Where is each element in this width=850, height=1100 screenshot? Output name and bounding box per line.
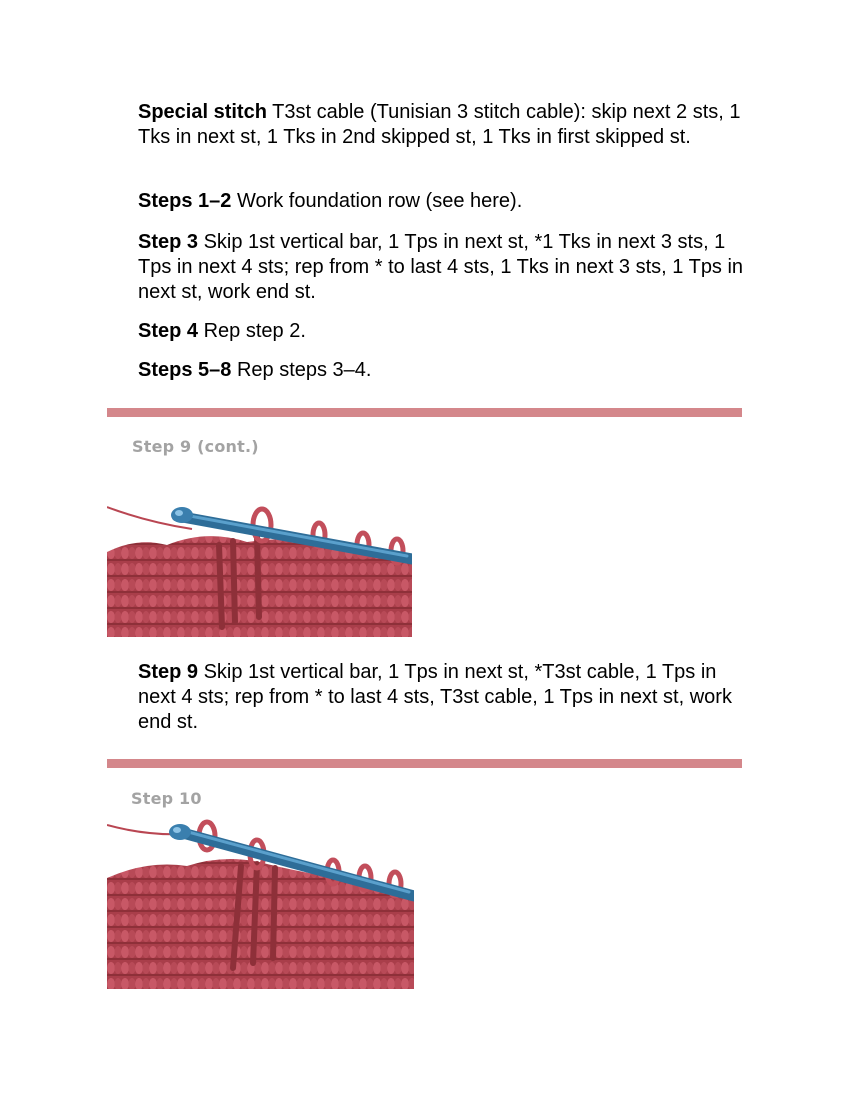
special-stitch-label: Special stitch bbox=[138, 101, 267, 123]
crochet-swatch-illustration bbox=[107, 417, 412, 637]
special-stitch-paragraph bbox=[138, 100, 750, 150]
step-4-paragraph bbox=[138, 319, 750, 344]
step-9-paragraph bbox=[138, 660, 750, 735]
step-4-text: Rep step 2. bbox=[198, 320, 306, 342]
step-9-photo-caption: Step 9 (cont.) bbox=[132, 437, 259, 456]
steps-1-2-label: Steps 1–2 bbox=[138, 190, 232, 212]
step-3-paragraph bbox=[138, 230, 750, 305]
steps-1-2-text: Work foundation row (see here). bbox=[231, 190, 523, 212]
step-10-photo-caption: Step 10 bbox=[131, 789, 202, 808]
section-divider-1 bbox=[107, 408, 742, 417]
steps-5-8-label: Steps 5–8 bbox=[138, 359, 232, 381]
step-3-text: Skip 1st vertical bar, 1 Tps in next st, *1 Tks in next 3 sts, 1 Tps in next 4 sts; rep from * to last 4 sts, 1 Tks in next 3 sts, 1 Tps in next st, work end st. bbox=[138, 231, 744, 303]
step-9-photo bbox=[107, 417, 412, 637]
section-divider-2 bbox=[107, 759, 742, 768]
steps-5-8-text: Rep steps 3–4. bbox=[231, 359, 372, 381]
step-10-photo bbox=[107, 768, 414, 989]
crochet-swatch-illustration bbox=[107, 768, 414, 989]
step-3-label: Step 3 bbox=[138, 231, 199, 253]
step-4-label: Step 4 bbox=[138, 320, 199, 342]
step-9-label: Step 9 bbox=[138, 661, 199, 683]
special-stitch-text: T3st cable (Tunisian 3 stitch cable): skip next 2 sts, 1 Tks in next st, 1 Tks in 2nd skipped st, 1 Tks in first skipped st. bbox=[138, 101, 741, 148]
steps-5-8-paragraph bbox=[138, 358, 750, 383]
steps-1-2-paragraph bbox=[138, 189, 750, 214]
step-9-text: Skip 1st vertical bar, 1 Tps in next st, *T3st cable, 1 Tps in next 4 sts; rep from * to last 4 sts, T3st cable, 1 Tps in next st, work end st. bbox=[138, 661, 732, 733]
